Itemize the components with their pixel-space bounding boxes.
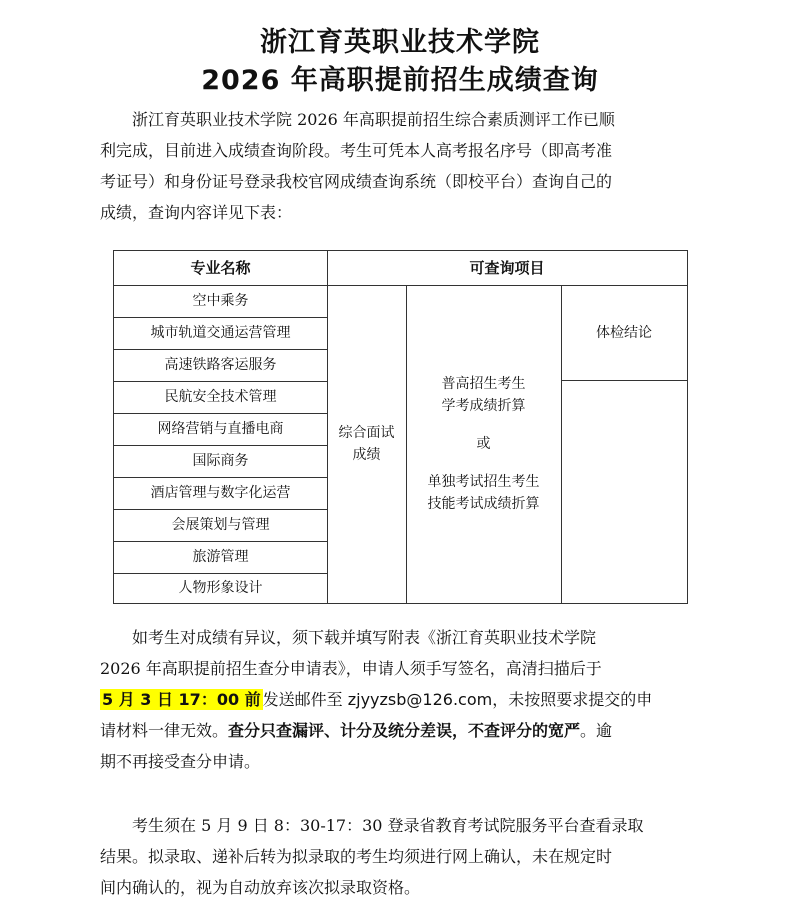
intro-paragraph <box>100 104 700 228</box>
appeal-tail: 。逾 <box>580 721 613 740</box>
skill-line: 单独考试招生考生 <box>427 474 540 490</box>
admission-line: 结果。拟录取、递补后转为拟录取的考生均须进行网上确认，未在规定时 <box>100 847 613 866</box>
physical-exam-cell: 体检结论 <box>596 324 652 341</box>
intro-line: 浙江育英职业技术学院 2026 年高职提前招生综合素质测评工作已顺 <box>132 110 615 129</box>
interview-line: 综合面试 <box>338 425 395 441</box>
major-cell: 网络营销与直播电商 <box>157 421 284 437</box>
appeal-line: 2026 年高职提前招生查分申请表》，申请人须手写签名，高清扫描后于 <box>100 659 602 678</box>
converted-score-cell <box>406 285 561 603</box>
document-title: 浙江育英职业技术学院 <box>260 27 540 58</box>
major-cell: 会展策划与管理 <box>171 517 270 533</box>
deadline-highlight: 5 月 3 日 17：00 前 <box>102 690 261 709</box>
intro-line: 考证号）和身份证号登录我校官网成绩查询系统（即校平台）查询自己的 <box>100 172 613 191</box>
interview-line: 成绩 <box>352 447 381 463</box>
appeal-line: 期不再接受查分申请。 <box>100 752 261 771</box>
admission-line: 间内确认的，视为自动放弃该次拟录取资格。 <box>100 878 421 897</box>
major-cell: 空中乘务 <box>192 293 249 309</box>
invalid-notice: 请材料一律无效。 <box>100 721 229 740</box>
intro-line: 成绩，查询内容详见下表： <box>100 203 293 222</box>
intro-line: 利完成，目前进入成绩查询阶段。考生可凭本人高考报名序号（即高考准 <box>100 141 613 160</box>
appeal-line: 如考生对成绩有异议，须下载并填写附表《浙江育英职业技术学院 <box>132 628 597 647</box>
academic-line: 普高招生考生 <box>441 376 526 392</box>
header-major-name: 专业名称 <box>190 259 251 277</box>
skill-line: 技能考试成绩折算 <box>427 496 540 512</box>
major-cell: 国际商务 <box>192 453 249 469</box>
appeal-line <box>100 715 700 746</box>
major-cell: 旅游管理 <box>192 549 249 565</box>
major-cell: 城市轨道交通运营管理 <box>150 325 291 341</box>
document-subtitle: 2026 年高职提前招生成绩查询 <box>201 65 599 96</box>
interview-score-cell <box>327 285 406 603</box>
appeal-paragraph <box>100 622 700 777</box>
email-instruction: 发送邮件至 zjyyzsb@126.com，未按照要求提交的申 <box>262 690 653 709</box>
admission-line: 考生须在 5 月 9 日 8：30-17：30 登录省教育考试院服务平台查看录取 <box>132 816 644 835</box>
header-queryable-items: 可查询项目 <box>469 259 545 277</box>
score-items-table <box>113 250 688 604</box>
empty-cell <box>561 380 687 603</box>
major-cell: 高速铁路客运服务 <box>164 357 277 373</box>
or-text: 或 <box>476 436 491 452</box>
major-cell: 人物形象设计 <box>178 580 263 596</box>
scope-notice-bold: 查分只查漏评、计分及统分差误，不查评分的宽严 <box>228 721 581 740</box>
admission-paragraph <box>100 810 700 903</box>
major-cell: 酒店管理与数字化运营 <box>150 485 291 501</box>
major-cell: 民航安全技术管理 <box>164 389 277 405</box>
appeal-line <box>100 684 700 715</box>
academic-line: 学考成绩折算 <box>441 398 526 414</box>
